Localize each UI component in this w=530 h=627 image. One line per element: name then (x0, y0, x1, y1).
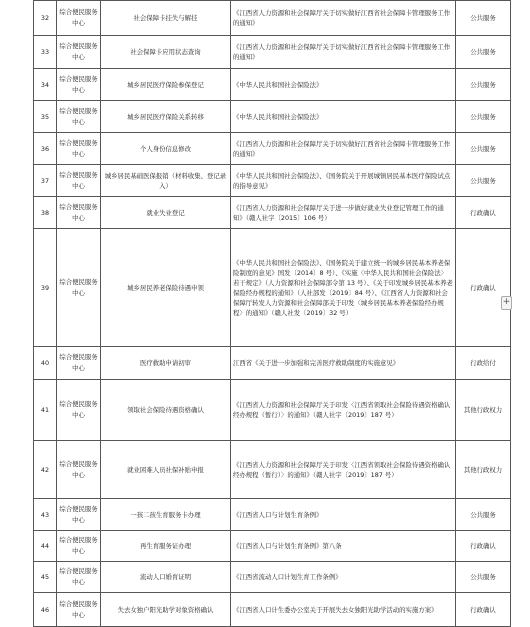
category-cell: 公共服务 (456, 101, 511, 133)
item-name-cell: 社会保障卡应用状态查询 (101, 36, 231, 69)
department-cell: 综合便民服务中心 (57, 380, 101, 441)
row-number: 46 (34, 593, 57, 627)
legal-basis-cell: 《江西省人力资源和社会保障厅关于印发〈江西省领取社会保险待遇资格确认经办规程（暂行）〉的通知》（赣人社字〔2019〕187 号） (231, 380, 456, 441)
legal-basis-cell: 《江西省人力资源和社会保障厅关于进一步做好就业失业登记管理工作的通知》（赣人社字〔2015〕106 号） (231, 197, 456, 229)
category-cell: 公共服务 (456, 36, 511, 69)
row-number: 35 (34, 101, 57, 133)
legal-basis-cell: 《中华人民共和国社会保险法》 (231, 69, 456, 101)
item-name-cell: 领取社会保险待遇资格确认 (101, 380, 231, 441)
item-name-cell: 就业困难人员社保补贴申报 (101, 441, 231, 499)
item-name-cell: 一孩二孩生育服务卡办理 (101, 499, 231, 531)
row-number: 34 (34, 69, 57, 101)
legal-basis-cell: 《江西省人力资源和社会保障厅关于印发〈江西省领取社会保险待遇资格确认经办规程（暂行）〉的通知》（赣人社字〔2019〕187 号） (231, 441, 456, 499)
department-cell: 综合便民服务中心 (57, 229, 101, 347)
legal-basis-cell: 《江西省人口计生委办公室关于开展失去女独阳光助学活动的实施方案》 (231, 593, 456, 627)
item-name-cell: 失去女独户阳光助学对象资格确认 (101, 593, 231, 627)
table-row (34, 101, 511, 133)
category-cell: 公共服务 (456, 1, 511, 36)
table-row (34, 229, 511, 347)
department-cell: 综合便民服务中心 (57, 593, 101, 627)
category-cell: 公共服务 (456, 165, 511, 197)
legal-basis-cell: 《中华人民共和国社会保险法》、《国务院关于建立统一的城乡居民基本养老保险制度的意见》国发〔2014〕8 号）、《实施〈中华人民共和国社会保险法〉若干规定》（人力资源和社会保障部令第 13 号）、《关于印发城乡居民基本养老保险经办规程的通知》（人社部发〔2019〕84 号）、《江西省人力资源和社会保障厅转发人力资源和社会保障部关于印发〈城乡居民基本养老保险经办规程〉的通知》（赣人社发〔2019〕32 号） (231, 229, 456, 347)
item-name-cell: 流动人口婚育证明 (101, 562, 231, 593)
table-row (34, 36, 511, 69)
row-number: 39 (34, 229, 57, 347)
row-number: 32 (34, 1, 57, 36)
table-row (34, 499, 511, 531)
table-row (34, 593, 511, 627)
category-cell: 行政给付 (456, 347, 511, 380)
table-row (34, 69, 511, 101)
department-cell: 综合便民服务中心 (57, 36, 101, 69)
department-cell: 综合便民服务中心 (57, 531, 101, 562)
row-number: 44 (34, 531, 57, 562)
department-cell: 综合便民服务中心 (57, 441, 101, 499)
item-name-cell: 城乡居民养老保险待遇申领 (101, 229, 231, 347)
department-cell: 综合便民服务中心 (57, 347, 101, 380)
legal-basis-cell: 《江西省流动人口计划生育工作条例》 (231, 562, 456, 593)
department-cell: 综合便民服务中心 (57, 197, 101, 229)
item-name-cell: 个人身份信息修改 (101, 133, 231, 165)
item-name-cell: 城乡居民基础医保报销（材料收集、登记录入） (101, 165, 231, 197)
department-cell: 综合便民服务中心 (57, 133, 101, 165)
category-cell: 行政确认 (456, 593, 511, 627)
table-row (34, 441, 511, 499)
department-cell: 综合便民服务中心 (57, 165, 101, 197)
category-cell: 行政确认 (456, 197, 511, 229)
item-name-cell: 城乡居民医疗保险关系转移 (101, 101, 231, 133)
table-row (34, 197, 511, 229)
category-cell: 行政确认 (456, 229, 511, 347)
department-cell: 综合便民服务中心 (57, 499, 101, 531)
item-name-cell: 就业失业登记 (101, 197, 231, 229)
row-number: 36 (34, 133, 57, 165)
row-number: 45 (34, 562, 57, 593)
legal-basis-cell: 《江西省人力资源和社会保障厅关于切实做好江西省社会保障卡管理服务工作的通知》 (231, 1, 456, 36)
row-number: 43 (34, 499, 57, 531)
category-cell: 公共服务 (456, 69, 511, 101)
item-name-cell: 再生育服务证办理 (101, 531, 231, 562)
category-cell: 公共服务 (456, 499, 511, 531)
row-number: 38 (34, 197, 57, 229)
department-cell: 综合便民服务中心 (57, 562, 101, 593)
row-number: 33 (34, 36, 57, 69)
department-cell: 综合便民服务中心 (57, 69, 101, 101)
category-cell: 其他行政权力 (456, 441, 511, 499)
expand-handle-icon[interactable]: + (501, 296, 512, 310)
row-number: 42 (34, 441, 57, 499)
department-cell: 综合便民服务中心 (57, 1, 101, 36)
item-name-cell: 城乡居民医疗保险参保登记 (101, 69, 231, 101)
category-cell: 其他行政权力 (456, 380, 511, 441)
table-row (34, 531, 511, 562)
legal-basis-cell: 《江西省人力资源和社会保障厅关于切实做好江西省社会保障卡管理服务工作的通知》 (231, 133, 456, 165)
category-cell: 行政确认 (456, 531, 511, 562)
legal-basis-cell: 《江西省人口与计划生育条例》 (231, 499, 456, 531)
row-number: 40 (34, 347, 57, 380)
table-row (34, 165, 511, 197)
category-cell: 公共服务 (456, 133, 511, 165)
row-number: 41 (34, 380, 57, 441)
table-row (34, 133, 511, 165)
table-row (34, 1, 511, 36)
table-body (34, 1, 511, 627)
item-name-cell: 社会保障卡挂失与解挂 (101, 1, 231, 36)
row-number: 37 (34, 165, 57, 197)
legal-basis-cell: 《江西省人力资源和社会保障厅关于切实做好江西省社会保障卡管理服务工作的通知》 (231, 36, 456, 69)
category-cell: 公共服务 (456, 562, 511, 593)
legal-basis-cell: 《中华人民共和国社会保险法》 (231, 101, 456, 133)
legal-basis-cell: 《中华人民共和国社会保险法》、《国务院关于开展城镇居民基本医疗保险试点的指导意见》 (231, 165, 456, 197)
item-name-cell: 医疗救助申请初审 (101, 347, 231, 380)
service-table (33, 0, 511, 627)
legal-basis-cell: 江西省《关于进一步加强和完善医疗救助制度的实施意见》 (231, 347, 456, 380)
table-row (34, 562, 511, 593)
table-row (34, 380, 511, 441)
department-cell: 综合便民服务中心 (57, 101, 101, 133)
legal-basis-cell: 《江西省人口与计划生育条例》第八条 (231, 531, 456, 562)
table-row (34, 347, 511, 380)
